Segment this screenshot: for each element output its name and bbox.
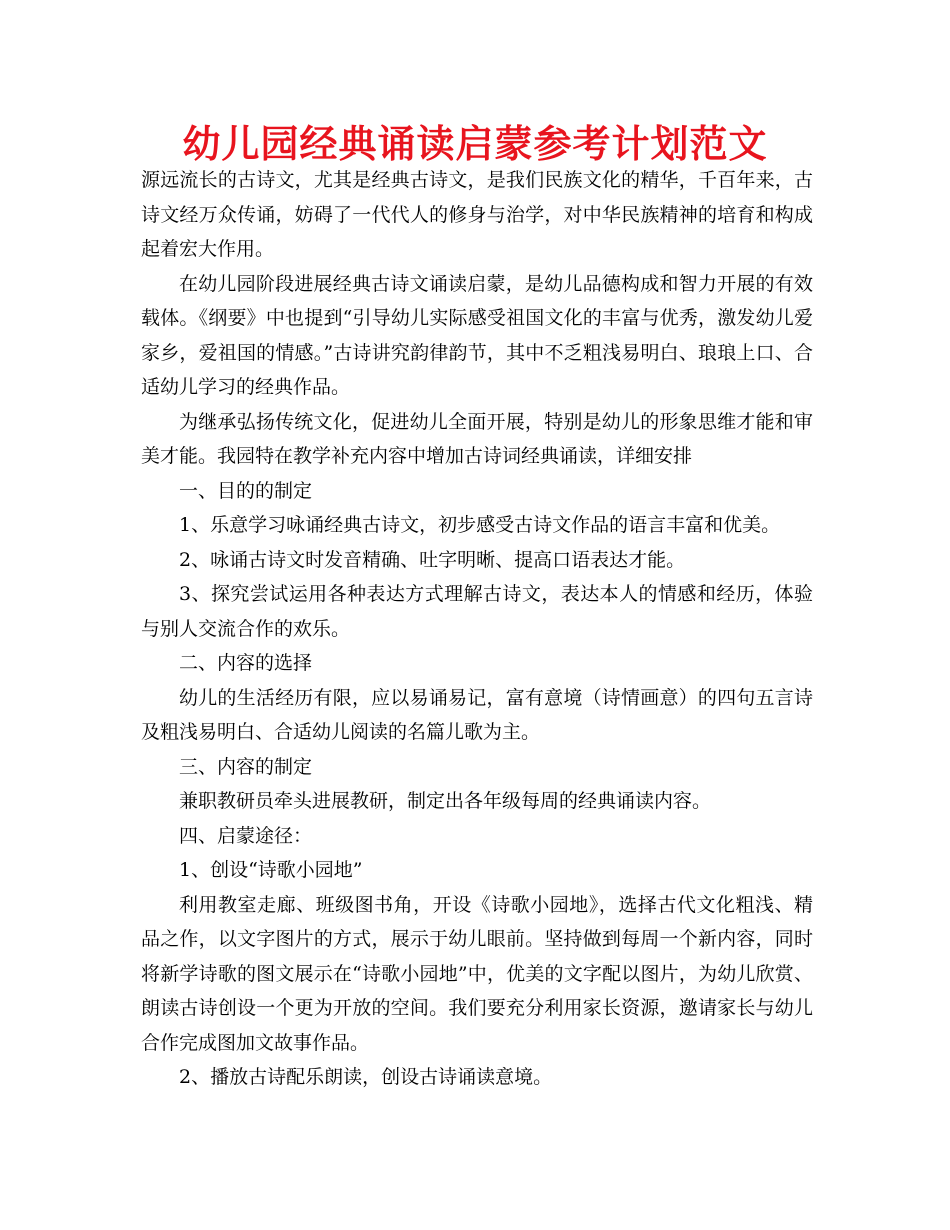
body-paragraph: 2、播放古诗配乐朗读，创设古诗诵读意境。 bbox=[179, 1066, 553, 1088]
body-paragraph: 三、内容的制定 bbox=[179, 755, 313, 778]
body-paragraph: 2、咏诵古诗文时发音精确、吐字明晰、提高口语表达才能。 bbox=[179, 548, 686, 571]
body-paragraph: 一、目的的制定 bbox=[179, 479, 313, 502]
body-paragraph: 幼儿的生活经历有限，应以易诵易记，富有意境（诗情画意）的四句五言诗及粗浅易明白、合适幼儿阅读的名篇儿歌为主。 bbox=[141, 686, 813, 743]
body-paragraph: 利用教室走廊、班级图书角，开设《诗歌小园地》，选择古代文化粗浅、精品之作，以文字图片的方式，展示于幼儿眼前。坚持做到每周一个新内容，同时将新学诗歌的图文展示在“诗歌小园地”中，优美的文字配以图片，为幼儿欣赏、朗读古诗创设一个更为开放的空间。我们要充分利用家长资源，邀请家长与幼儿合作完成图加文故事作品。 bbox=[141, 893, 813, 1054]
body-paragraph: 二、内容的选择 bbox=[179, 652, 313, 674]
body-paragraph: 四、启蒙途径： bbox=[179, 824, 313, 847]
document-body bbox=[141, 163, 813, 1095]
body-paragraph: 为继承弘扬传统文化，促进幼儿全面开展，特别是幼儿的形象思维才能和审美才能。我园特在教学补充内容中增加古诗词经典诵读，详细安排 bbox=[141, 410, 813, 467]
body-paragraph: 1、创设“诗歌小园地” bbox=[179, 859, 363, 881]
document-title: 幼儿园经典诵读启蒙参考计划范文 bbox=[182, 122, 768, 166]
body-paragraph: 在幼儿园阶段进展经典古诗文诵读启蒙，是幼儿品德构成和智力开展的有效载体。《纲要》中也提到“引导幼儿实际感受祖国文化的丰富与优秀，激发幼儿爱家乡，爱祖国的情感。”古诗讲究韵律韵节，其中不乏粗浅易明白、琅琅上口、合适幼儿学习的经典作品。 bbox=[141, 272, 813, 398]
body-paragraph: 源远流长的古诗文，尤其是经典古诗文，是我们民族文化的精华，千百年来，古诗文经万众传诵，妨碍了一代代人的修身与治学，对中华民族精神的培育和构成起着宏大作用。 bbox=[141, 169, 813, 260]
body-paragraph: 1、乐意学习咏诵经典古诗文，初步感受古诗文作品的语言丰富和优美。 bbox=[179, 514, 781, 536]
body-paragraph: 兼职教研员牵头进展教研，制定出各年级每周的经典诵读内容。 bbox=[179, 790, 712, 812]
body-paragraph: 3、探究尝试运用各种表达方式理解古诗文，表达本人的情感和经历，体验与别人交流合作的欢乐。 bbox=[141, 583, 813, 640]
